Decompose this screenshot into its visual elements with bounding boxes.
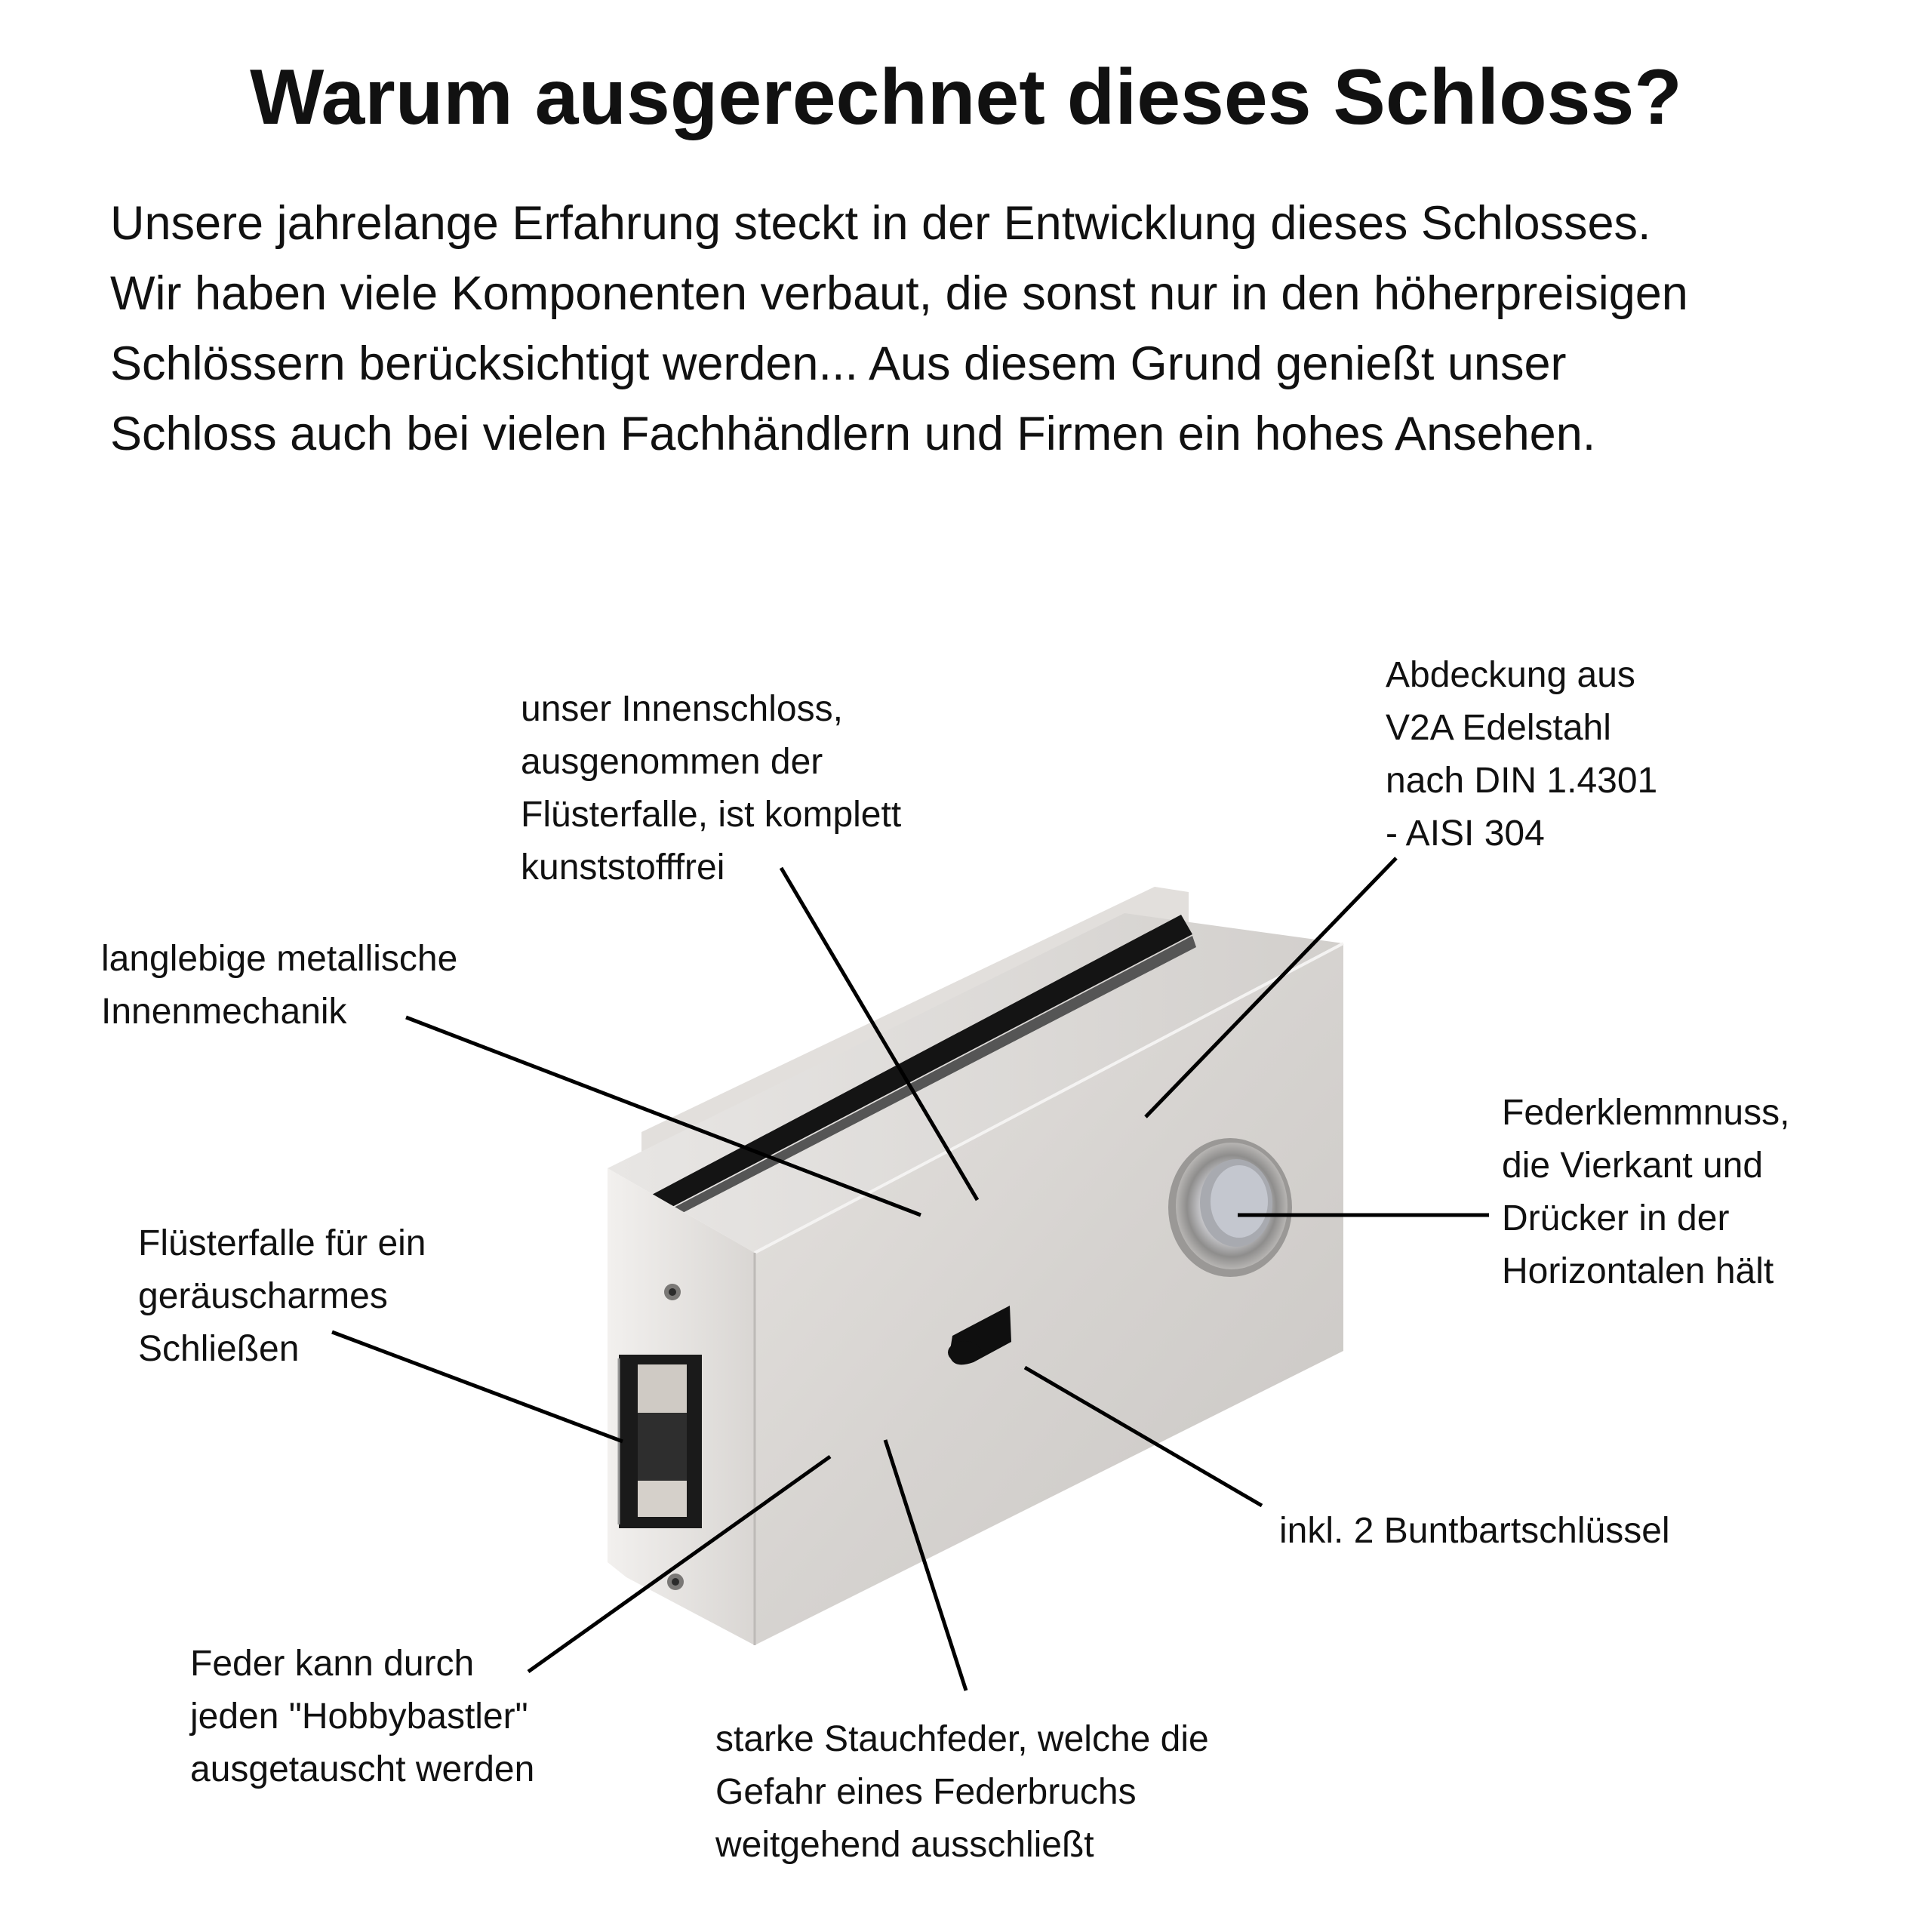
callout-line: geräuscharmes xyxy=(138,1276,388,1316)
callout-line: unser Innenschloss, xyxy=(521,689,843,729)
callout-stauchfeder xyxy=(715,1713,1209,1872)
callout-schluessel xyxy=(1279,1505,1670,1558)
callout-line: Horizontalen hält xyxy=(1502,1251,1774,1291)
callout-line: Abdeckung aus xyxy=(1386,655,1635,695)
callout-klemmnuss xyxy=(1502,1087,1789,1298)
callout-line: ausgetauscht werden xyxy=(190,1749,535,1789)
callout-feder xyxy=(190,1638,534,1796)
callout-line: weitgehend ausschließt xyxy=(715,1825,1094,1865)
callout-line: jeden "Hobbybastler" xyxy=(190,1697,528,1737)
callout-line: Feder kann durch xyxy=(190,1644,475,1684)
callout-line: ausgenommen der xyxy=(521,742,823,782)
callout-line: Flüsterfalle für ein xyxy=(138,1223,426,1263)
intro-line: Schlössern berücksichtigt werden... Aus diesem Grund genießt unser xyxy=(110,337,1567,390)
callout-line: Schließen xyxy=(138,1329,300,1369)
callout-mechanik xyxy=(101,933,457,1038)
latch-bolt xyxy=(619,1355,702,1528)
callout-line: langlebige metallische xyxy=(101,939,458,979)
callout-line: nach DIN 1.4301 xyxy=(1386,761,1658,801)
callout-fluesterfalle xyxy=(138,1217,426,1376)
callout-line: inkl. 2 Buntbartschlüssel xyxy=(1279,1511,1670,1551)
callout-line: die Vierkant und xyxy=(1502,1146,1764,1186)
callout-line: kunststofffrei xyxy=(521,848,725,888)
intro-line: Unsere jahrelange Erfahrung steckt in der Entwicklung dieses Schlosses. xyxy=(110,197,1651,250)
callout-line: starke Stauchfeder, welche die xyxy=(715,1719,1209,1759)
callout-abdeckung xyxy=(1386,649,1657,860)
callout-line: Drücker in der xyxy=(1502,1198,1730,1238)
intro-line: Wir haben viele Komponenten verbaut, die sonst nur in den höherpreisigen xyxy=(110,267,1688,320)
callout-line: - AISI 304 xyxy=(1386,814,1545,854)
intro-line: Schloss auch bei vielen Fachhändlern und Firmen ein hohes Ansehen. xyxy=(110,408,1596,460)
callout-innenschloss xyxy=(521,683,901,894)
callout-line: Innenmechanik xyxy=(101,992,347,1032)
callout-line: V2A Edelstahl xyxy=(1386,708,1611,748)
callout-line: Federklemmnuss, xyxy=(1502,1093,1790,1133)
clamp-nut xyxy=(1168,1138,1292,1277)
page-title: Warum ausgerechnet dieses Schloss? xyxy=(250,54,1682,141)
callout-line: Gefahr eines Federbruchs xyxy=(715,1772,1137,1812)
callout-line: Flüsterfalle, ist komplett xyxy=(521,795,902,835)
